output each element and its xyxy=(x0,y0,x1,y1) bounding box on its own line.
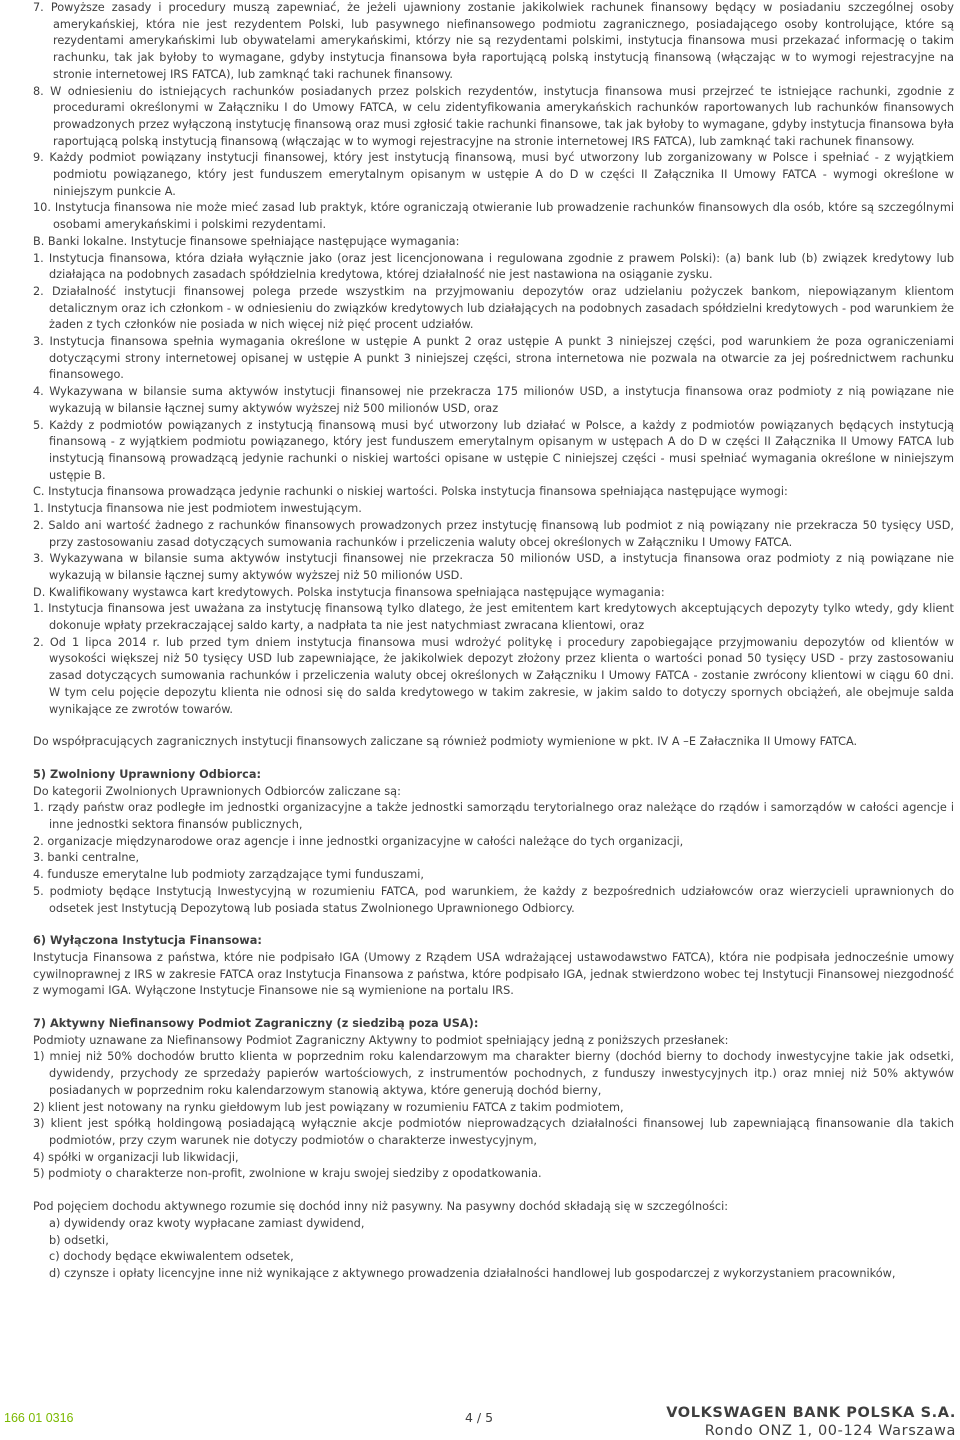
section-b-item: 5. Każdy z podmiotów powiązanych z instytucją finansową musi być utworzony lub działać w Polsce, a każdy z podmiotów powiązanych będących instytucją finansową - z wyjątkiem podmiotu powiązanego, który jest funduszem emerytalnym opisanym w ustępach A do D w części II Załącznika II Umowy FATCA lub instytucją finansową prowadzącą jedynie rachunki o niskiej wartości opisane w ustępie C niniejszej części - musi spełniać wymagania określone w niniejszym ustępie B. xyxy=(33,418,954,482)
passive-income-item: a) dywidendy oraz kwoty wypłacane zamiast dywidend, xyxy=(49,1216,365,1230)
section-6-heading: 6) Wyłączona Instytucja Finansowa: xyxy=(33,934,262,948)
section-d-item: 2. Od 1 lipca 2014 r. lub przed tym dniem instytucja finansowa musi wdrożyć politykę i procedury zapobiegające przyjmowaniu depozytów od klientów w wysokości większej niż 50 tysięcy USD lub zapewniające, że jakikolwiek depozyt złożony przez klienta o wartości ponad 50 tysięcy USD - przy zastosowaniu zasad dotyczących sumowania rachunków i przeliczenia waluty obcej określonych w Załączniku I Umowy FATCA - zostanie zwrócony klientowi w ciągu 60 dni. W tym celu pojęcie depozytu klienta nie odnosi się do salda kredytowego w takim zakresie, w jakim saldo to dotyczy spornych obciążeń, ale obejmuje salda wynikające ze zwrotów towarów. xyxy=(33,635,954,716)
section-b-heading: B. Banki lokalne. Instytucje finansowe spełniające następujące wymagania: xyxy=(33,234,460,248)
section-5-item: 5. podmioty będące Instytucją Inwestycyjną w rozumieniu FATCA, pod warunkiem, że każdy z bezpośrednich udziałowców oraz wierzycieli uprawnionych do odsetek jest Instytucją Depozytową lub posiada status Zwolnionego Uprawnionego Odbiorcy. xyxy=(33,884,954,915)
section-c-item: 3. Wykazywana w bilansie suma aktywów instytucji finansowej nie przekracza 50 milionów USD, a instytucja finansowa oraz podmioty z nią powiązane nie wykazują w bilansie łącznej sumy aktywów wyższej niż 50 milionów USD. xyxy=(33,552,954,582)
section-5-item: 2. organizacje międzynarodowe oraz agencje i inne jednostki organizacyjne w całości należące do tych organizacji, xyxy=(33,834,684,848)
section-c-heading: C. Instytucja finansowa prowadząca jedynie rachunki o niskiej wartości. Polska instytucja finansowa spełniająca następujące wymogi: xyxy=(33,485,788,499)
section-5-item: 1. rządy państw oraz podległe im jednostki organizacyjne a także jednostki samorządu terytorialnego oraz należące do rządów i samorządów w całości agencje i inne jednostki sektora finansów publicznych, xyxy=(33,801,954,832)
closing-note: Do współpracujących zagranicznych instytucji finansowych zaliczane są również podmioty wymienione w pkt. IV A –E Załacznika II Umowy FATCA. xyxy=(33,735,858,749)
section-5-intro: Do kategorii Zwolnionych Uprawnionych Odbiorców zaliczane są: xyxy=(33,784,401,798)
section-7-heading: 7) Aktywny Niefinansowy Podmiot Zagraniczny (z siedzibą poza USA): xyxy=(33,1017,479,1031)
bank-name: VOLKSWAGEN BANK POLSKA S.A. xyxy=(666,1405,956,1421)
passive-income-item: b) odsetki, xyxy=(49,1233,109,1247)
section-b-item: 3. Instytucja finansowa spełnia wymagania określone w ustępie A punkt 2 oraz ustępie A punkt 3 niniejszej części, pod warunkiem że poza ograniczeniami dotyczącymi strony internetowej opisanej w ustępie A punkt 3 niniejszej części, strona internetowa nie pozwala na otwarcie za jej pośrednictwem rachunku finansowego. xyxy=(33,335,954,382)
document-code: 166 01 0316 xyxy=(4,1411,74,1425)
paragraph-7: 7. Powyższe zasady i procedury muszą zapewniać, że jeżeli ujawniony zostanie jakikolwiek rachunek finansowy będący w posiadaniu szczególnej osoby amerykańskiej, która nie jest rezydentem Polski, lub pasywnego niefinansowego podmiotu zagranicznego, posiadającego osoby kontrolujące, które są rezydentami amerykańskimi lub obywatelami amerykańskimi, którzy nie są rezydentami polskimi, instytucja finansowa musi przekazać informację o takim rachunku, tak jak byłoby to wymagane, gdyby instytucja finansowa była raportującą polską instytucją finansową (włączając w to wymogi rejestracyjne na stronie internetowej IRS FATCA), lub zamknąć taki rachunek finansowy. xyxy=(33,1,954,81)
section-7-item: 2) klient jest notowany na rynku giełdowym lub jest powiązany w rozumieniu FATCA z takim podmiotem, xyxy=(33,1100,624,1114)
paragraph-9: 9. Każdy podmiot powiązany instytucji finansowej, który jest instytucją finansową, musi być utworzony lub zorganizowany w Polsce i spełniać - z wyjątkiem podmiotu powiązanego, który jest funduszem emerytalnym opisanym w ustępie A do D w części II Załącznika II Umowy FATCA - wymogi określone w niniejszym punkcie A. xyxy=(33,151,954,198)
section-b-item: 2. Działalność instytucji finansowej polega przede wszystkim na przyjmowaniu depozytów oraz udzielaniu pożyczek bankom, niepowiązanym klientom detalicznym oraz ich członkom - w odniesieniu do związków kredytowych lub działających na podobnych zasadach spółdzielni kredytowych - pod warunkiem że żaden z tych członków nie posiada w nich więcej niż pięć procent udziałów. xyxy=(33,284,954,332)
section-7-item: 3) klient jest spółką holdingową posiadającą wyłącznie akcje podmiotów nieprowadzących działalności finansowej lub zapewniającą finansowanie dla takich podmiotów, przy czym warunek nie dotyczy podmiotów o charakterze inwestycyjnym, xyxy=(33,1117,954,1147)
section-c-item: 2. Saldo ani wartość żadnego z rachunków finansowych prowadzonych przez instytucję finansową lub podmiot z nią powiązany nie przekracza 50 tysięcy USD, przy zastosowaniu zasad dotyczących sumowania rachunków i przeliczenia waluty obcej określonych w Załączniku I Umowy FATCA. xyxy=(33,518,954,549)
section-5-item: 4. fundusze emerytalne lub podmioty zarządzające tymi funduszami, xyxy=(33,868,424,882)
section-b-item: 1. Instytucja finansowa, która działa wyłącznie jako (oraz jest licencjonowana i regulowana zgodnie z prawem Polski): (a) bank lub (b) związek kredytowy lub działająca na podobnych zasadach spółdzielnia kredytowa, której działalność nie jest nastawiona na osiąganie zysku. xyxy=(33,251,954,282)
section-7-intro: Podmioty uznawane za Niefinansowy Podmiot Zagraniczny Aktywny to podmiot spełniający jedną z poniższych przesłanek: xyxy=(33,1033,729,1047)
paragraph-8: 8. W odniesieniu do istniejących rachunków posiadanych przez polskich rezydentów, instytucja finansowa musi przejrzeć te istniejące rachunki, zgodnie z procedurami określonymi w Załączniku I do Umowy FATCA, w celu zidentyfikowania amerykańskich rachunków raportowanych lub rachunków finansowych prowadzonych przez wyłączoną instytucję finansową oraz musi zgłosić takie rachunki finansowe, tak jak byłoby to wymagane, gdyby instytucja finansowa była raportującą polską instytucją finansową (włączając w to wymogi rejestracyjne na stronie internetowej IRS FATCA), lub zamknąć taki rachunek finansowy. xyxy=(33,84,955,148)
passive-income-item: c) dochody będące ekwiwalentem odsetek, xyxy=(49,1250,294,1264)
section-6-body: Instytucja Finansowa z państwa, które nie podpisało IGA (Umowy z Rządem USA wdrażającej ustawodawstwo FATCA), która nie podpisała jednocześnie umowy cywilnoprawnej z IRS w zakresie FATCA oraz Instytucja Finansowa z państwa, które podpisało IGA, jednak stwierdzono wobec tej Instytucji Finansowej niezgodność z wymogami IGA. Wyłączone Instytucje Finansowe nie są wymienione na portalu IRS. xyxy=(33,950,954,998)
passive-income-item: d) czynsze i opłaty licencyjne inne niż wynikające z aktywnego prowadzenia działalności handlowej lub gospodarczej z wykorzystaniem pracowników, xyxy=(49,1266,896,1280)
section-7-item: 1) mniej niż 50% dochodów brutto klienta w poprzednim roku kalendarzowym ma charakter bierny (dochód bierny to dochody inwestycyjne takie jak odsetki, dywidendy, przychody ze sprzedaży papierów wartościowych, z instrumentów pochodnych, z funduszy inwestycyjnych itp.) oraz mniej niż 50% aktywów posiadanych w poprzednim roku kalendarzowym stanowią aktywa, które generują dochód bierny, xyxy=(33,1050,954,1097)
section-d-item: 1. Instytucja finansowa jest uważana za instytucję finansową tylko dlatego, że jest emitentem kart kredytowych akceptujących depozyty tylko wtedy, gdy klient dokonuje wpłaty przekraczającej saldo karty, a nadpłata ta nie jest natychmiast zwracana klientowi, oraz xyxy=(33,602,954,633)
section-7-item: 4) spółki w organizacji lub likwidacji, xyxy=(33,1150,239,1164)
section-d-heading: D. Kwalifikowany wystawca kart kredytowych. Polska instytucja finansowa spełniająca następujące wymagania: xyxy=(33,585,665,599)
section-b-item: 4. Wykazywana w bilansie suma aktywów instytucji finansowej nie przekracza 175 milionów USD, a instytucja finansowa oraz podmioty z nią powiązane nie wykazują w bilansie łącznej sumy aktywów wyższej niż 500 milionów USD, oraz xyxy=(33,385,954,415)
section-5-heading: 5) Zwolniony Uprawniony Odbiorca: xyxy=(33,767,261,781)
passive-income-intro: Pod pojęciem dochodu aktywnego rozumie się dochód inny niż pasywny. Na pasywny dochód składają się w szczególności: xyxy=(33,1200,729,1214)
section-5-item: 3. banki centralne, xyxy=(33,851,140,865)
section-c-item: 1. Instytucja finansowa nie jest podmiotem inwestującym. xyxy=(33,502,362,516)
page-footer xyxy=(0,1400,960,1439)
paragraph-10: 10. Instytucja finansowa nie może mieć zasad lub praktyk, które ograniczają otwieranie lub prowadzenie rachunków finansowych dla osób, które są szczególnymi osobami amerykańskimi i polskimi rezydentami. xyxy=(33,201,954,232)
document-body xyxy=(33,0,954,1283)
page-number: 4 / 5 xyxy=(465,1410,494,1425)
section-7-item: 5) podmioty o charakterze non-profit, zwolnione w kraju swojej siedziby z opodatkowania. xyxy=(33,1167,542,1181)
bank-address: Rondo ONZ 1, 00-124 Warszawa xyxy=(704,1423,956,1439)
bank-identity xyxy=(666,1404,956,1440)
